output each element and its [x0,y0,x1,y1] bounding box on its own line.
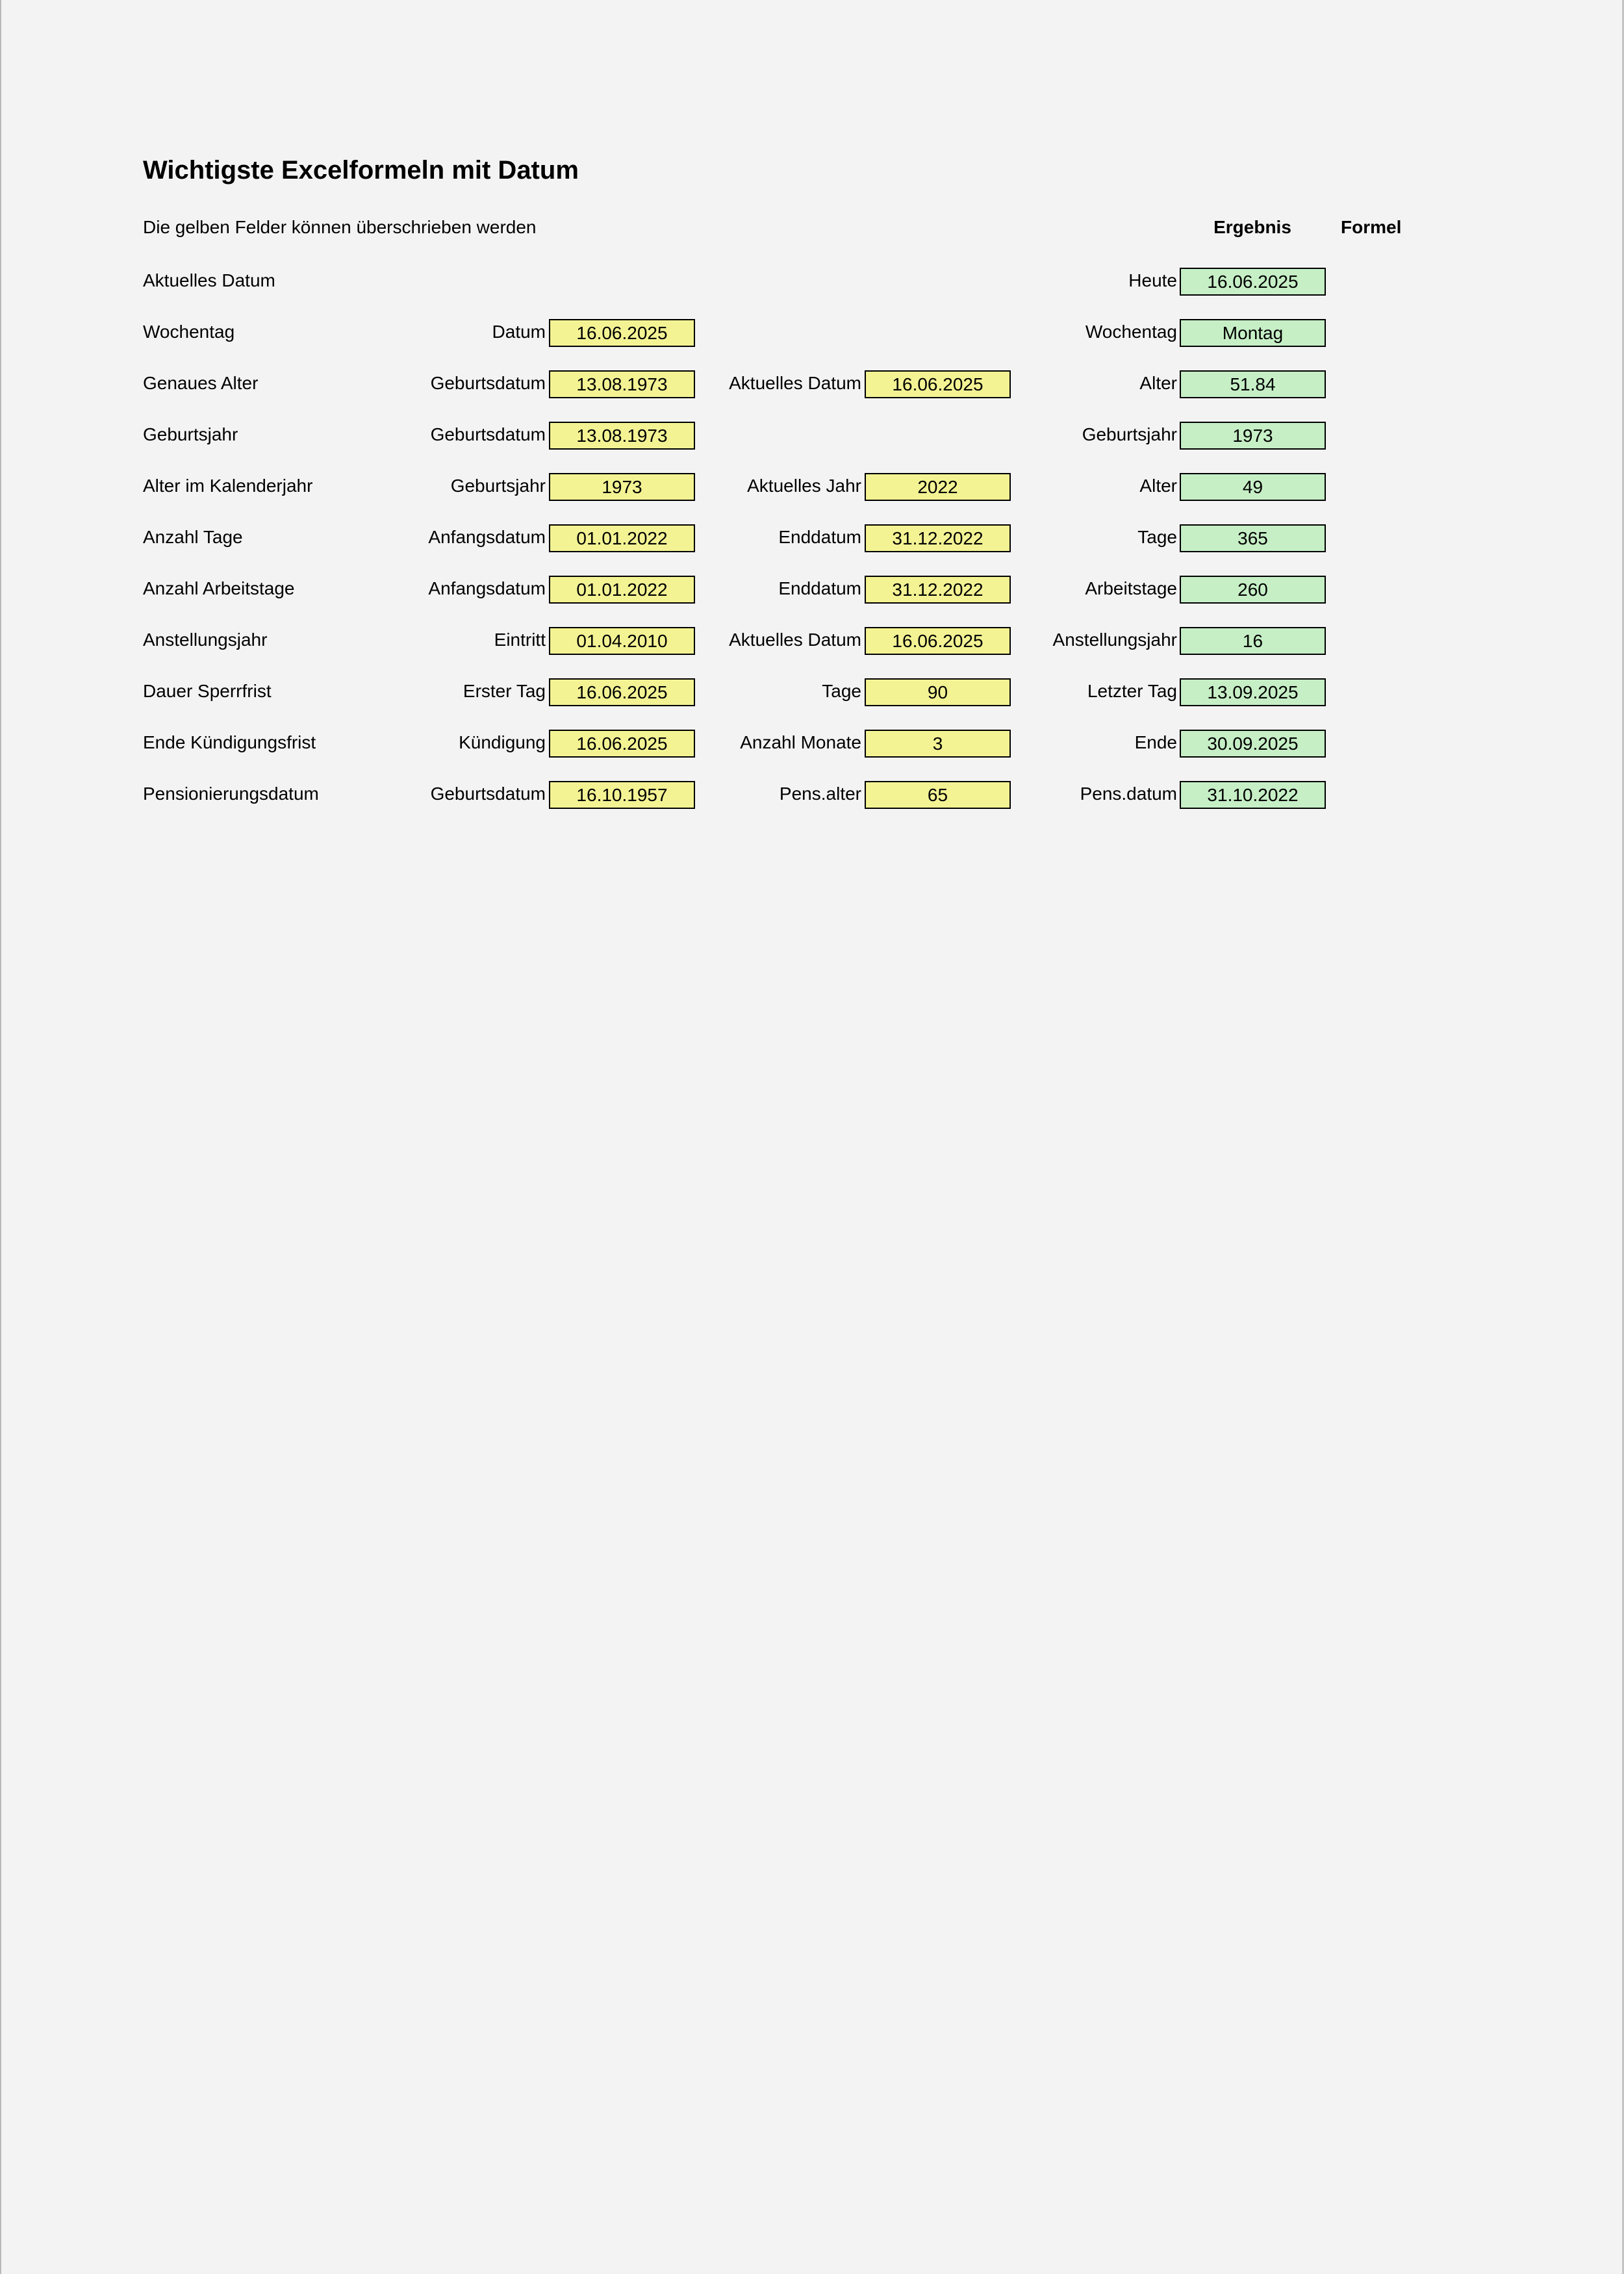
formula-row-geburtsjahr [0,422,1624,449]
formula-row-aktuelles-datum [0,268,1624,295]
formula-row-wochentag [0,319,1624,346]
result-cell[interactable]: 16 [1180,627,1326,655]
result-cell[interactable]: 16.06.2025 [1180,268,1326,296]
input-label-2: Pens.alter [779,784,861,804]
result-cell[interactable]: 13.09.2025 [1180,678,1326,706]
result-cell[interactable]: 260 [1180,576,1326,604]
result-cell[interactable]: 1973 [1180,422,1326,450]
result-label: Geburtsjahr [1082,424,1177,444]
result-label: Arbeitstage [1085,578,1177,598]
column-header-formel: Formel [1341,217,1402,237]
row-title: Anstellungsjahr [143,630,268,650]
result-cell[interactable]: 51.84 [1180,370,1326,398]
input-cell-1[interactable]: 16.06.2025 [549,678,695,706]
input-cell-2[interactable]: 65 [865,781,1011,809]
result-cell[interactable]: 30.09.2025 [1180,730,1326,758]
input-label-2: Aktuelles Jahr [747,476,861,496]
input-label-1: Datum [492,322,546,342]
formula-row-alter-im-kalenderjahr [0,473,1624,500]
result-label: Wochentag [1085,322,1177,342]
row-title: Anzahl Arbeitstage [143,578,295,598]
input-label-1: Kündigung [459,732,546,752]
input-cell-1[interactable]: 01.01.2022 [549,524,695,552]
input-label-2: Tage [822,681,861,701]
result-label: Heute [1128,270,1177,290]
input-cell-1[interactable]: 16.06.2025 [549,730,695,758]
row-title: Geburtsjahr [143,424,238,444]
input-cell-1[interactable]: 1973 [549,473,695,501]
result-label: Letzter Tag [1087,681,1177,701]
result-label: Alter [1139,373,1177,393]
row-title: Alter im Kalenderjahr [143,476,313,496]
instruction-text: Die gelben Felder können überschrieben werden [143,217,537,237]
formula-row-anzahl-tage [0,524,1624,552]
input-label-2: Aktuelles Datum [729,373,861,393]
row-title: Pensionierungsdatum [143,784,319,804]
row-title: Wochentag [143,322,235,342]
input-label-1: Geburtsjahr [450,476,546,496]
input-cell-2[interactable]: 31.12.2022 [865,576,1011,604]
row-title: Anzahl Tage [143,527,243,547]
input-label-2: Anzahl Monate [740,732,861,752]
result-label: Pens.datum [1080,784,1177,804]
formula-row-genaues-alter [0,370,1624,398]
input-label-1: Erster Tag [463,681,546,701]
input-label-1: Anfangsdatum [428,578,546,598]
input-label-1: Anfangsdatum [428,527,546,547]
formula-row-anstellungsjahr [0,627,1624,654]
input-cell-2[interactable]: 90 [865,678,1011,706]
formula-row-pensionierungsdatum [0,781,1624,808]
page-title: Wichtigste Excelformeln mit Datum [143,156,579,185]
input-cell-1[interactable]: 01.04.2010 [549,627,695,655]
input-cell-2[interactable]: 2022 [865,473,1011,501]
result-cell[interactable]: Montag [1180,319,1326,347]
input-cell-1[interactable]: 16.10.1957 [549,781,695,809]
input-label-2: Enddatum [778,527,861,547]
column-header-ergebnis: Ergebnis [1213,217,1291,237]
input-label-1: Geburtsdatum [430,784,546,804]
input-label-2: Aktuelles Datum [729,630,861,650]
result-label: Alter [1139,476,1177,496]
result-cell[interactable]: 31.10.2022 [1180,781,1326,809]
input-cell-1[interactable]: 13.08.1973 [549,422,695,450]
result-cell[interactable]: 49 [1180,473,1326,501]
row-title: Ende Kündigungsfrist [143,732,316,752]
input-cell-2[interactable]: 31.12.2022 [865,524,1011,552]
input-label-1: Geburtsdatum [430,424,546,444]
formula-row-ende-kuendigungsfrist [0,730,1624,757]
result-label: Anstellungsjahr [1052,630,1177,650]
formula-row-dauer-sperrfrist [0,678,1624,706]
row-title: Dauer Sperrfrist [143,681,272,701]
input-label-2: Enddatum [778,578,861,598]
formula-row-anzahl-arbeitstage [0,576,1624,603]
input-cell-2[interactable]: 16.06.2025 [865,627,1011,655]
input-label-1: Eintritt [494,630,546,650]
result-cell[interactable]: 365 [1180,524,1326,552]
input-cell-1[interactable]: 16.06.2025 [549,319,695,347]
input-cell-1[interactable]: 13.08.1973 [549,370,695,398]
input-label-1: Geburtsdatum [430,373,546,393]
result-label: Ende [1134,732,1177,752]
input-cell-2[interactable]: 16.06.2025 [865,370,1011,398]
row-title: Aktuelles Datum [143,270,275,290]
row-title: Genaues Alter [143,373,259,393]
result-label: Tage [1137,527,1177,547]
input-cell-1[interactable]: 01.01.2022 [549,576,695,604]
input-cell-2[interactable]: 3 [865,730,1011,758]
